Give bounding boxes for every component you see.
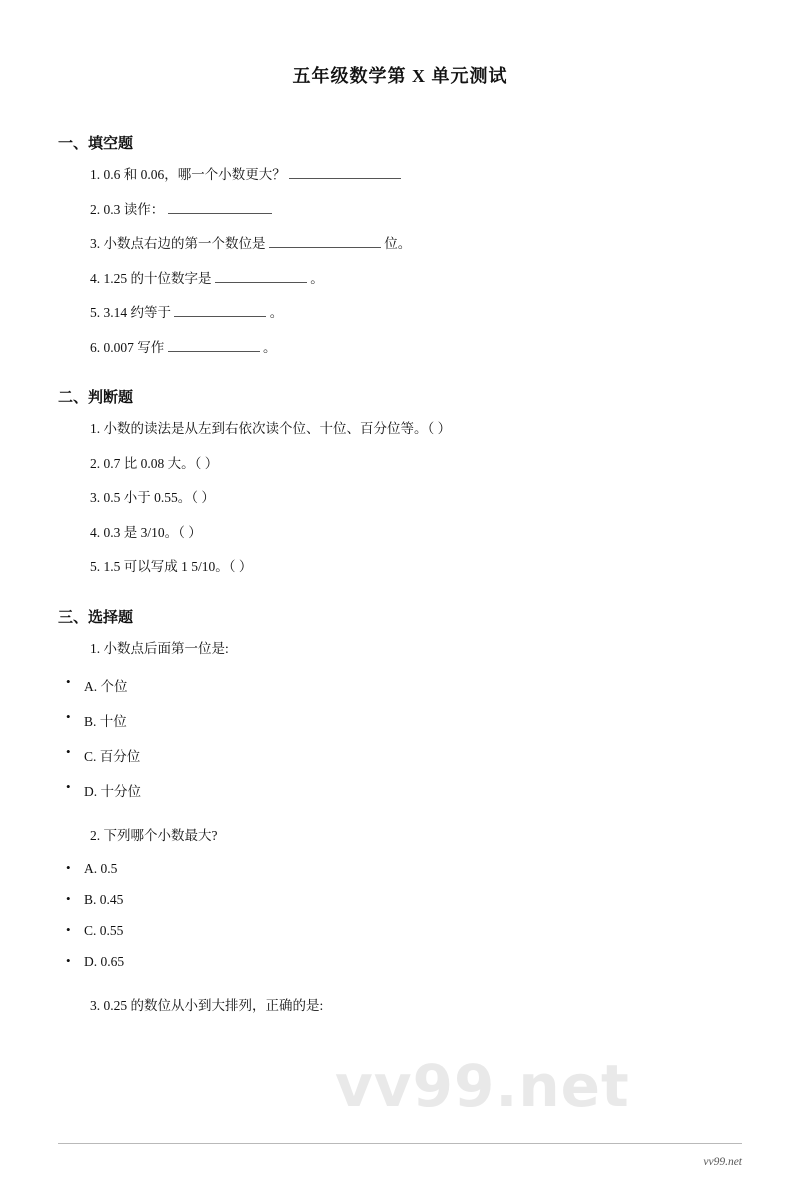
section-heading-true-false: 二、判断题 <box>58 390 134 407</box>
question-item <box>58 990 742 1021</box>
spacer <box>58 808 742 820</box>
option-item[interactable]: • B. 0.45 <box>58 885 742 914</box>
question-item <box>58 263 742 294</box>
question-text-after: 。 <box>263 339 277 355</box>
question-item <box>58 159 742 190</box>
question-text: 1.5 可以写成 1 5/10。（ ） <box>103 559 253 575</box>
question-number: 6. <box>90 339 101 355</box>
question-number: 1. <box>90 421 101 437</box>
question-number: 5. <box>90 559 101 575</box>
question-text: 3.14 约等于 <box>103 305 171 321</box>
question-number: 3. <box>90 236 101 252</box>
question-item <box>58 332 742 363</box>
document-body <box>58 88 742 1021</box>
question-number: 3. <box>90 998 101 1014</box>
option-item[interactable]: • C. 百分位 <box>58 738 742 771</box>
question-item <box>58 194 742 225</box>
question-item <box>58 228 742 259</box>
question-number: 4. <box>90 270 101 286</box>
question-number: 4. <box>90 524 101 540</box>
question-item <box>58 413 742 444</box>
section-heading-fill-in-blank: 一、填空题 <box>58 136 134 152</box>
question-item <box>58 448 742 479</box>
answer-blank[interactable] <box>215 282 307 283</box>
question-text: 小数的读法是从左到右依次读个位、十位、百分位等。（ ） <box>103 421 452 437</box>
footer-divider <box>58 1143 742 1144</box>
answer-blank[interactable] <box>168 351 260 352</box>
question-text-after: 。 <box>310 270 324 286</box>
watermark: vv99.net <box>335 1052 630 1120</box>
page-title: 五年级数学第 X 单元测试 <box>292 66 508 86</box>
question-number: 1. <box>90 641 101 657</box>
answer-blank[interactable] <box>174 316 266 317</box>
question-text: 小数点后面第一位是: <box>103 641 229 657</box>
question-item <box>58 517 742 548</box>
question-text: 0.007 写作 <box>103 339 165 355</box>
answer-blank[interactable] <box>269 247 381 248</box>
question-text: 1.25 的十位数字是 <box>103 270 212 286</box>
question-number: 2. <box>90 455 101 471</box>
question-number: 3. <box>90 490 101 506</box>
option-item[interactable]: • B. 十位 <box>58 703 742 736</box>
section-heading-multiple-choice: 三、选择题 <box>58 610 134 627</box>
question-text: 0.25 的数位从小到大排列，正确的是: <box>103 998 324 1014</box>
question-text: 0.6 和 0.06，哪一个小数更大？ <box>103 167 286 182</box>
question-text: 0.3 读作： <box>103 201 165 217</box>
question-item <box>58 633 742 664</box>
question-item <box>58 551 742 582</box>
spacer <box>58 978 742 990</box>
document-page <box>0 62 800 1192</box>
question-text: 0.3 是 3/10。（ ） <box>103 524 202 540</box>
option-item[interactable]: • D. 十分位 <box>58 773 742 806</box>
question-number: 2. <box>90 201 101 217</box>
question-text: 下列哪个小数最大? <box>103 827 218 843</box>
question-text-after: 。 <box>269 305 284 321</box>
answer-blank[interactable] <box>289 178 401 179</box>
question-text: 0.5 小于 0.55。（ ） <box>103 490 215 506</box>
question-number: 5. <box>90 305 101 321</box>
answer-blank[interactable] <box>168 213 272 214</box>
question-number: 2. <box>90 827 101 843</box>
question-text: 0.7 比 0.08 大。（ ） <box>103 455 219 471</box>
question-text: 小数点右边的第一个数位是 <box>103 236 266 252</box>
option-item[interactable]: • C. 0.55 <box>58 916 742 945</box>
question-item <box>58 820 742 851</box>
question-item <box>58 482 742 513</box>
question-text-after: 位。 <box>384 236 412 252</box>
question-item <box>58 297 742 328</box>
footer-text: vv99.net <box>703 1156 742 1168</box>
option-item[interactable]: • A. 个位 <box>58 668 742 701</box>
question-number: 1. <box>90 167 101 182</box>
option-item[interactable]: • A. 0.5 <box>58 854 742 883</box>
option-item[interactable]: • D. 0.65 <box>58 947 742 976</box>
